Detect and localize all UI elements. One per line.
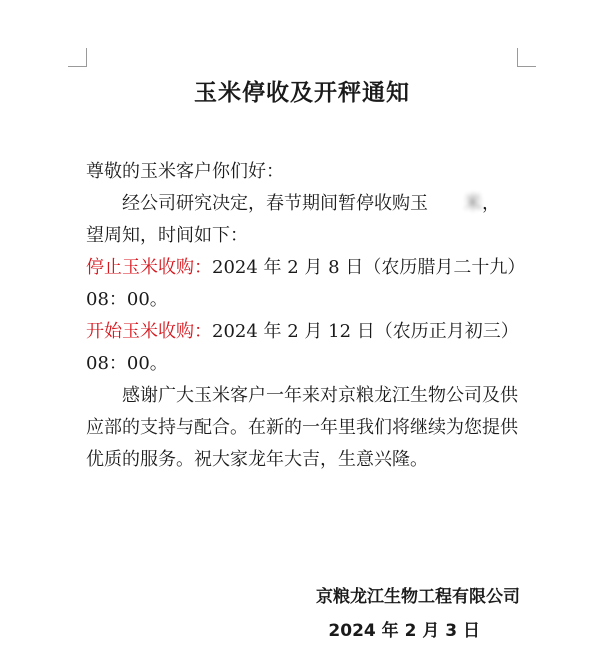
- stop-purchase-value: 2024 年 2 月 8 日（农历腊月二十九）08：00。: [86, 257, 526, 310]
- notice-date: 2024 年 2 月 3 日: [328, 621, 480, 641]
- stop-purchase-label: 停止玉米收购：: [86, 257, 212, 278]
- company-signature: 京粮龙江生物工程有限公司: [316, 587, 520, 607]
- start-purchase-label: 开始玉米收购：: [86, 321, 212, 342]
- decision-text: 经公司研究决定，春节期间暂停收购玉: [122, 193, 428, 214]
- notice-body: [86, 156, 526, 476]
- start-purchase-value: 2024 年 2 月 12 日（农历正月初三）08：00。: [86, 321, 519, 374]
- blurred-character: 米: [464, 193, 482, 214]
- notice-title: 玉米停收及开秤通知: [194, 80, 410, 106]
- greeting: 尊敬的玉米客户你们好：: [86, 161, 284, 182]
- page-corner-mark-top-left: [68, 48, 87, 67]
- decision-end: ，: [482, 193, 500, 214]
- decision-line-2: 望周知，时间如下：: [86, 225, 248, 246]
- thanks-paragraph: 感谢广大玉米客户一年来对京粮龙江生物公司及供应部的支持与配合。在新的一年里我们将继续为您提供优质的服务。祝大家龙年大吉，生意兴隆。: [86, 385, 518, 470]
- start-purchase-line: [86, 316, 526, 380]
- page-corner-mark-top-right: [517, 48, 536, 67]
- decision-paragraph: [86, 188, 526, 252]
- stop-purchase-line: [86, 252, 526, 316]
